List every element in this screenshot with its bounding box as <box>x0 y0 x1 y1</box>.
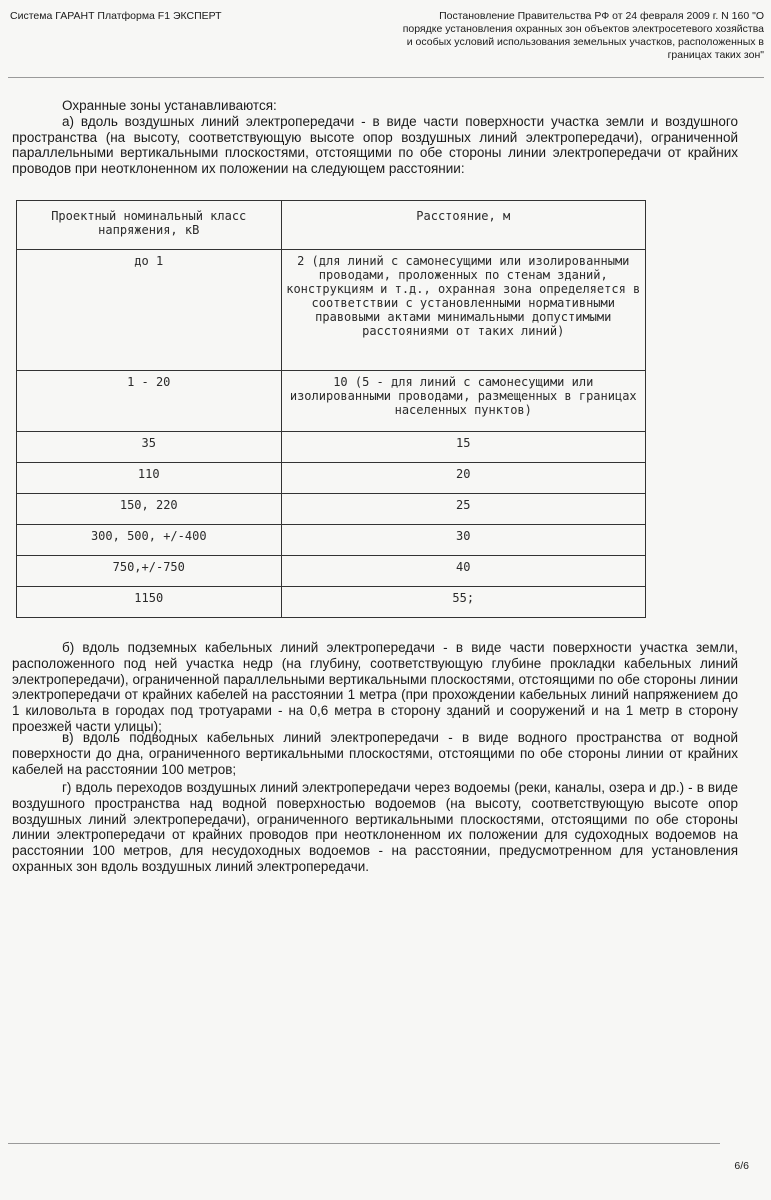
item-c-content: в) вдоль подводных кабельных линий электропередачи - в виде водного пространства от водной поверхности до дна, ограниченного вертикальными плоскостями, отстоящими по обе стороны линии от крайних кабелей на расстоянии 100 метров; <box>12 730 738 777</box>
cell-voltage: 110 <box>17 463 282 494</box>
paragraph-b <box>12 640 738 735</box>
cell-voltage: 300, 500, +/-400 <box>17 525 282 556</box>
cell-voltage: 35 <box>17 432 282 463</box>
footer-divider <box>8 1143 720 1144</box>
table-row <box>17 432 646 463</box>
cell-voltage: 150, 220 <box>17 494 282 525</box>
cell-distance: 25 <box>281 494 646 525</box>
paragraph-c <box>12 730 738 777</box>
cell-voltage: 750,+/-750 <box>17 556 282 587</box>
table-row <box>17 463 646 494</box>
page-number: 6/6 <box>734 1160 749 1172</box>
cell-voltage: 1150 <box>17 587 282 618</box>
paragraph-d <box>12 780 738 875</box>
item-a-content: а) вдоль воздушных линий электропередачи - в виде части поверхности участка земли и воздушного пространства (на высоту, соответствующую высоте опор воздушных линий электропередачи), ограниченной параллельными вертикальными плоскостями, отстоящими по обе стороны линии электропередачи от крайних проводов при неотклоненном их положении на следующем расстоянии: <box>12 113 738 177</box>
table-row <box>17 525 646 556</box>
cell-distance: 40 <box>281 556 646 587</box>
cell-distance: 20 <box>281 463 646 494</box>
item-b-content: б) вдоль подземных кабельных линий электропередачи - в виде части поверхности участка земли, расположенного под ней участка недр (на глубину, соответствующую глубине прокладки кабельных линий электропередачи), ограниченной параллельными вертикальными плоскостями, отстоящими по обе стороны линии электропередачи от крайних кабелей на расстоянии 1 метра (при прохождении кабельных линий напряжением до 1 киловольта в городах под тротуарами - на 0,6 метра в сторону зданий и сооружений и на 1 метр в сторону проезжей части улицы); <box>12 640 738 734</box>
item-d-content: г) вдоль переходов воздушных линий электропередачи через водоемы (реки, каналы, озера и др.) - в виде воздушного пространства над водной поверхностью водоемов (на высоту, соответствующую высоте опор воздушных линий электропередачи), ограниченного вертикальными плоскостями, отстоящими по обе стороны линии электропередачи от крайних проводов при неотклоненном их положении для судоходных водоемов на расстоянии 100 метров, для несудоходных водоемов - на расстоянии, предусмотренном для установления охранных зон вдоль воздушных линий электропередачи. <box>12 780 738 874</box>
cell-voltage: до 1 <box>17 250 282 371</box>
item-a-text <box>12 114 738 177</box>
paragraph-a <box>12 98 738 177</box>
cell-voltage: 1 - 20 <box>17 371 282 432</box>
cell-distance: 55; <box>281 587 646 618</box>
table-row <box>17 587 646 618</box>
system-name: Система ГАРАНТ Платформа F1 ЭКСПЕРТ <box>10 10 222 22</box>
cell-distance: 30 <box>281 525 646 556</box>
table-row <box>17 556 646 587</box>
column-header-voltage: Проектный номинальный класс напряжения, кВ <box>17 201 282 250</box>
table-row <box>17 494 646 525</box>
document-title: Постановление Правительства РФ от 24 февраля 2009 г. N 160 "О порядке установления охранных зон объектов электросетевого хозяйства и особых условий использования земельных участков, расположенных в границах таких зон" <box>402 10 764 61</box>
intro-text: Охранные зоны устанавливаются: <box>62 98 277 113</box>
column-header-distance: Расстояние, м <box>281 201 646 250</box>
cell-distance: 15 <box>281 432 646 463</box>
table-row <box>17 371 646 432</box>
protection-zone-table <box>16 200 646 618</box>
table-header-row <box>17 201 646 250</box>
header-divider <box>8 77 764 78</box>
cell-distance: 2 (для линий с самонесущими или изолированными проводами, проложенных по стенам зданий, конструкциям и т.д., охранная зона определяется в соответствии с установленными нормативными правовыми актами минимальными допустимыми расстояниями от таких линий) <box>281 250 646 371</box>
cell-distance: 10 (5 - для линий с самонесущими или изолированными проводами, размещенных в границах населенных пунктов) <box>281 371 646 432</box>
table-row <box>17 250 646 371</box>
